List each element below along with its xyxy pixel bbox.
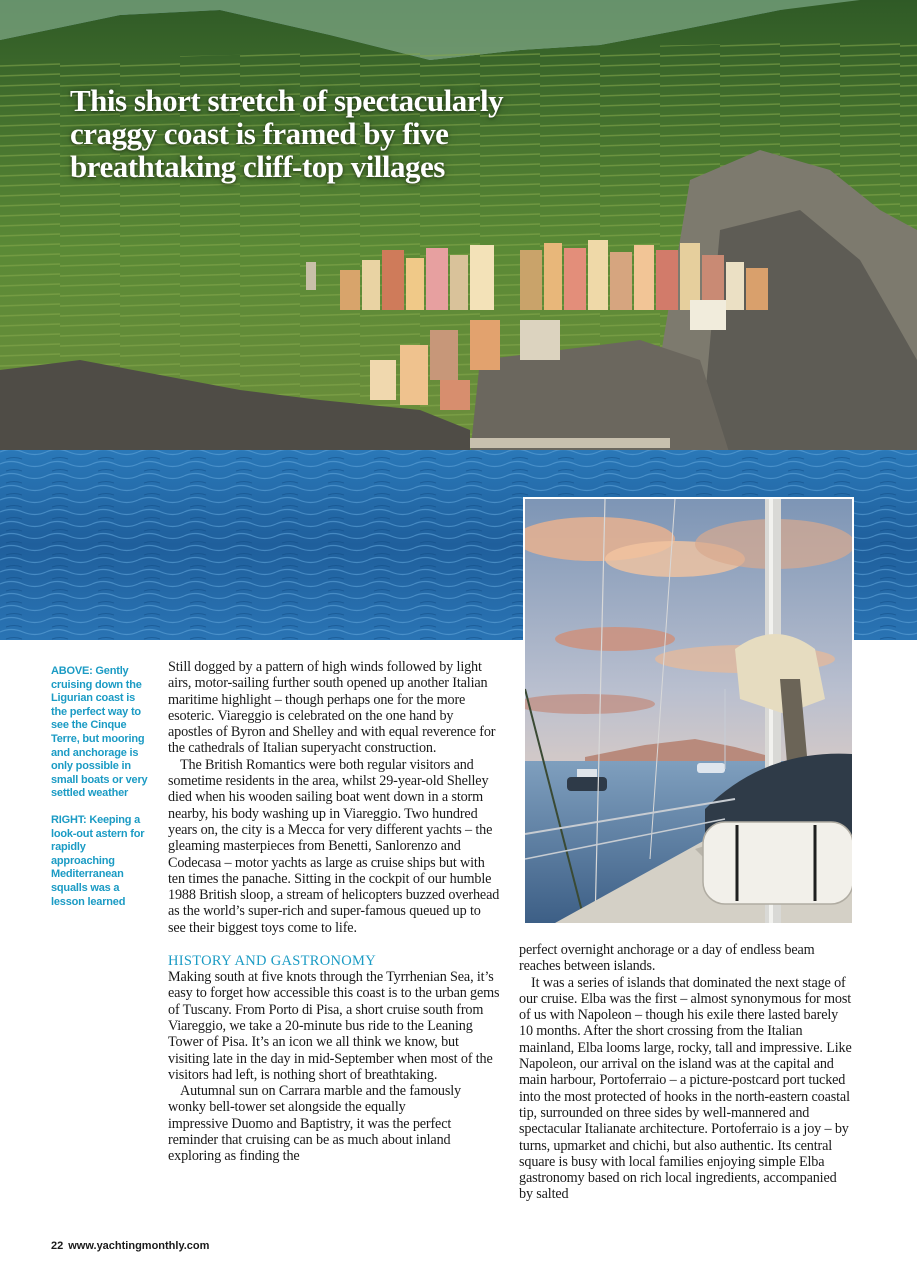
page-number: 22 xyxy=(51,1240,64,1252)
paragraph: It was a series of islands that dominated the next stage of our cruise. Elba was the first – almost synonymous for most of us with Napoleon – though his exile there lasted barely 10 months. After the short crossing from the Italian mainland, Elba looms large, rocky, tall and impressive. Like Napoleon, our arrival on the island was at the capital and main harbour, Portoferraio – a picture-postcard port tucked into the most protected of hooks in the north-eastern coastal tip, surrounded on three sides by well-mannered and spectacular Italianate architecture. Portoferraio is a joy – by turns, upmarket and chichi, but also authentic. Its central square is busy with local families enjoying simple Elba gastronomy based on rich local ingredients, accompanied by salted xyxy=(519,974,852,1203)
yacht-at-anchor-illustration xyxy=(525,499,852,923)
caption-above: ABOVE: Gently cruising down the Ligurian coast is the perfect way to see the Cinque Terre, but mooring and anchorage is only possible in small boats or very settled weather xyxy=(51,665,148,800)
inset-photo xyxy=(523,497,854,925)
article-column-1 xyxy=(168,659,501,1165)
article-column-2 xyxy=(519,942,853,1203)
section-subhead: HISTORY AND GASTRONOMY xyxy=(168,953,377,970)
paragraph: The British Romantics were both regular visitors and sometime residents in the area, whilst 29-year-old Shelley died when his wooden sailing boat went down in a storm nearby, his body washing up in Viareggio. Two hundred years on, the city is a Mecca for very different yachts – the gleaming masterpieces from Benetti, Sanlorenzo and Codecasa – motor yachts as large as cruise ships but with ten times the panache. Sitting in the cockpit of our humble 1988 British sloop, a stream of helicopters buzzed overhead as the world’s super-rich and super-famous queued up to see their biggest toys come to life. xyxy=(168,756,500,936)
page-footer xyxy=(51,1240,209,1252)
headline: This short stretch of spectacularly craggy coast is framed by five breathtaking cliff-top villages xyxy=(70,83,504,184)
caption-right: RIGHT: Keeping a look-out astern for rapidly approaching Mediterranean squalls was a lesson learned xyxy=(51,813,145,908)
photo-captions xyxy=(51,665,151,922)
paragraph: Still dogged by a pattern of high winds followed by light airs, motor-sailing further south opened up another Italian maritime highlight – though perhaps one for the more esoteric. Viareggio is celebrated on the one hand by apostles of Byron and Shelley and with equal reverence for the cathedrals of Italian superyacht construction. xyxy=(168,659,496,757)
website-url: www.yachtingmonthly.com xyxy=(68,1240,210,1252)
paragraph: Autumnal sun on Carrara marble and the famously wonky bell-tower set alongside the equally impressive Duomo and Baptistry, it was the perfect reminder that cruising can be as much about inland exploring as finding the xyxy=(168,1083,461,1165)
paragraph: perfect overnight anchorage or a day of endless beam reaches between islands. xyxy=(519,942,815,975)
paragraph: Making south at five knots through the Tyrrhenian Sea, it’s easy to forget how accessible this coast is to the urban gems of Tuscany. From Porto di Pisa, a short cruise south from Viareggio, we take a 20-minute bus ride to the Leaning Tower of Pisa. It’s an icon we all think we know, but visiting late in the day in mid-September when most of the visitors had left, is nothing short of breathtaking. xyxy=(168,969,500,1083)
